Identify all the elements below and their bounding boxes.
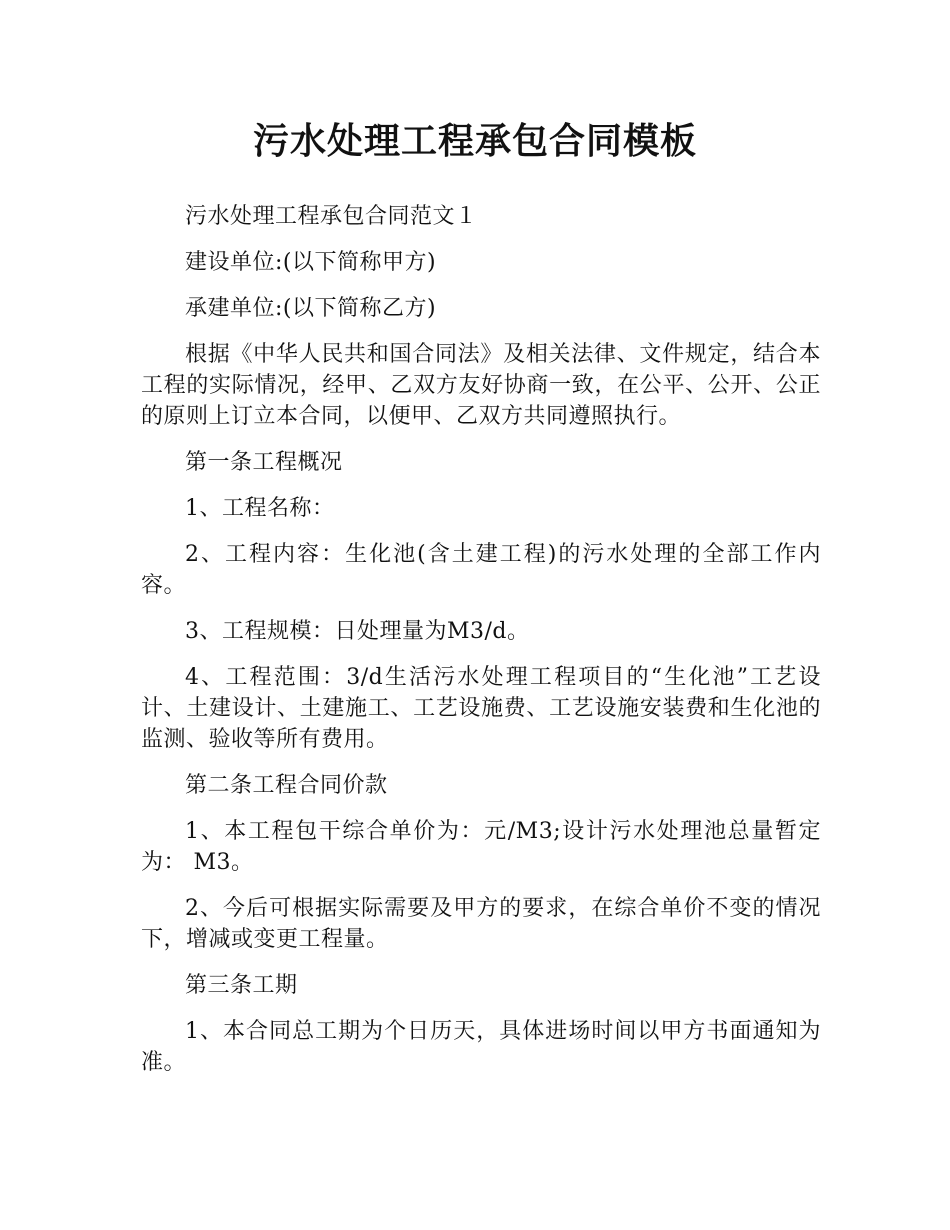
paragraph-clause: 3、工程规模：日处理量为M3/d。: [185, 619, 530, 644]
paragraph-clause: 1、工程名称：: [185, 496, 335, 521]
paragraph-party-a: 建设单位:(以下简称甲方): [185, 250, 437, 275]
section-heading-2: 第二条工程合同价款: [185, 773, 388, 798]
paragraph-preamble: 根据《中华人民共和国合同法》及相关法律、文件规定，结合本工程的实际情况，经甲、乙双方友好协商一致，在公平、公开、公正的原则上订立本合同，以便甲、乙双方共同遵照执行。: [141, 342, 821, 429]
section-heading-3: 第三条工期: [185, 973, 298, 998]
paragraph-clause: 2、今后可根据实际需要及甲方的要求，在综合单价不变的情况下，增减或变更工程量。: [141, 896, 821, 952]
document-title: 污水处理工程承包合同模板: [252, 121, 697, 162]
section-heading-1: 第一条工程概况: [185, 450, 343, 475]
paragraph-clause: 2、工程内容：生化池(含土建工程)的污水处理的全部工作内容。: [141, 542, 821, 598]
paragraph-clause: 4、工程范围：3/d生活污水处理工程项目的“生化池”工艺设计、土建设计、土建施工、工艺设施费、工艺设施安装费和生化池的监测、验收等所有费用。: [141, 665, 821, 752]
document-body: [141, 201, 821, 1093]
paragraph-clause: 1、本工程包干综合单价为：元/M3;设计污水处理池总量暂定为： M3。: [141, 819, 821, 875]
paragraph-party-b: 承建单位:(以下简称乙方): [185, 296, 437, 321]
paragraph-contract-subtitle: 污水处理工程承包合同范文１: [185, 204, 478, 229]
paragraph-clause: 1、本合同总工期为个日历天，具体进场时间以甲方书面通知为准。: [141, 1019, 821, 1075]
